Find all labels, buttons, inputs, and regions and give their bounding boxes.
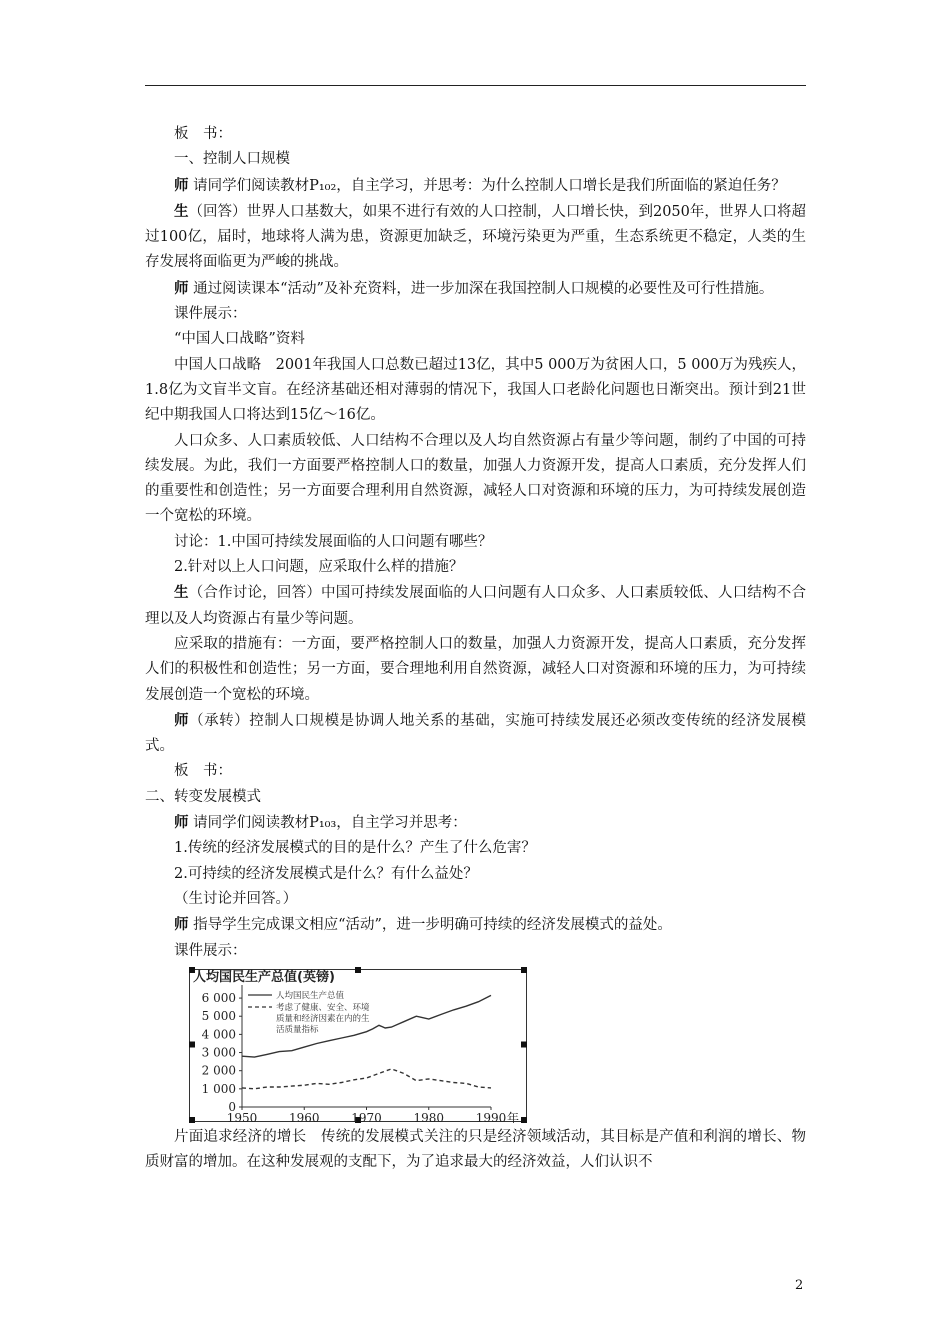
paragraph-strategy: 中国人口战略 2001年我国人口总数已超过13亿，其中5 000万为贫困人口，5 000万为残疾人，1.8亿为文盲半文盲。在经济基础还相对薄弱的情况下，我国人口老龄化问题也日渐突出。预计到21世纪中期我国人口将达到15亿～16亿。	[145, 356, 806, 424]
x-tick-label: 1980	[413, 1110, 445, 1123]
paragraph-text: 请同学们阅读教材P₁₀₂，自主学习，并思考：为什么控制人口增长是我们所面临的紧迫任务？	[188, 177, 786, 194]
x-tick-label: 1950	[226, 1110, 258, 1123]
x-axis-label: 年	[507, 1110, 520, 1123]
question-1: 1.传统的经济发展模式的目的是什么？产生了什么危害？	[174, 840, 536, 857]
material-title: “中国人口战略”资料	[174, 331, 305, 348]
paragraph-student-1	[145, 199, 806, 276]
legend-label: 考虑了健康、安全、环境	[276, 1002, 370, 1013]
y-tick-label: 0	[228, 1099, 236, 1114]
board-heading-2: 板 书：	[174, 763, 232, 780]
y-tick-label: 3 000	[201, 1045, 236, 1060]
frame-handle	[189, 1041, 195, 1047]
y-tick-label: 5 000	[201, 1009, 236, 1024]
x-tick-label: 1990	[475, 1110, 507, 1123]
frame-handle	[355, 967, 361, 973]
teacher-label: 师	[174, 176, 189, 194]
paragraph-text: （合作讨论，回答）中国可持续发展面临的人口问题有人口众多、人口素质较低、人口结构不合理以及人均资源占有量少等问题。	[145, 585, 806, 627]
teacher-label: 师	[174, 814, 189, 832]
header-rule	[145, 85, 806, 86]
paragraph-text: 通过阅读课本“活动”及补充资料，进一步加深在我国控制人口规模的必要性及可行性措施。	[188, 280, 774, 297]
student-label: 生	[174, 202, 189, 220]
paragraph-teacher-3	[145, 708, 806, 760]
paragraph-teacher-2	[145, 276, 806, 302]
question-2: 2.可持续的经济发展模式是什么？有什么益处？	[174, 865, 478, 882]
paragraph-text: 请同学们阅读教材P₁₀₃，自主学习并思考：	[188, 815, 467, 832]
paragraph-teacher-5	[145, 912, 806, 938]
teacher-label: 师	[174, 711, 190, 729]
x-tick-label: 1960	[288, 1110, 320, 1123]
discussion-question-1: 讨论：1.中国可持续发展面临的人口问题有哪些？	[174, 533, 493, 550]
paragraph-population-issues: 人口众多、人口素质较低、人口结构不合理以及人均自然资源占有量少等问题，制约了中国的可持续发展。为此，我们一方面要严格控制人口的数量，加强人力资源开发，提高人口素质，充分发挥人们的重要性和创造性；另一方面要合理利用自然资源，减轻人口对资源和环境的压力，为可持续发展创造一个宽松的环境。	[145, 432, 806, 525]
y-tick-label: 4 000	[201, 1027, 236, 1042]
page-number: 2	[795, 1278, 804, 1293]
frame-handle	[521, 1117, 527, 1123]
x-tick-label: 1970	[351, 1110, 382, 1123]
y-tick-label: 6 000	[201, 990, 236, 1005]
paragraph-teacher-1	[145, 173, 806, 199]
series-line-quality-index	[242, 1069, 491, 1089]
paragraph-measures: 应采取的措施有：一方面，要严格控制人口的数量，加强人力资源开发，提高人口素质，充分发挥人们的积极性和创造性；另一方面，要合理地利用自然资源，减轻人口对资源和环境的压力，为可持续发展创造一个宽松的环境。	[145, 635, 806, 703]
gnp-chart-svg	[189, 966, 527, 1123]
paragraph-text: （回答）世界人口基数大，如果不进行有效的人口控制，人口增长快，到2050年，世界人口将超过100亿，届时，地球将人满为患，资源更加缺乏，环境污染更为严重，生态系统更不稳定，人类的生存发展将面临更为严峻的挑战。	[145, 203, 806, 271]
legend-label: 活质量指标	[276, 1024, 319, 1035]
paragraph-growth: 片面追求经济的增长 传统的发展模式关注的只是经济领域活动，其目标是产值和利润的增长、物质财富的增加。在这种发展观的支配下，为了追求最大的经济效益，人们认识不	[145, 1128, 806, 1171]
y-tick-label: 2 000	[201, 1063, 236, 1078]
paragraph-text: 指导学生完成课文相应“活动”，进一步明确可持续的经济发展模式的益处。	[188, 917, 672, 934]
courseware-label-1: 课件展示：	[174, 306, 247, 323]
section-heading-1: 一、控制人口规模	[174, 151, 290, 168]
board-heading-1: 板 书：	[174, 126, 232, 142]
courseware-label-2: 课件展示：	[174, 942, 247, 959]
chart-title: 人均国民生产总值(英镑)	[193, 969, 335, 985]
teacher-label: 师	[174, 279, 189, 297]
legend-label: 人均国民生产总值	[276, 990, 345, 1001]
discussion-question-2: 2.针对以上人口问题，应采取什么样的措施？	[174, 559, 464, 576]
frame-handle	[521, 967, 527, 973]
chart-frame	[190, 969, 527, 1121]
student-discuss-note: （生讨论并回答。）	[174, 890, 298, 907]
section-heading-2: 二、转变发展模式	[145, 788, 261, 805]
document-body	[145, 122, 806, 1175]
student-label: 生	[174, 584, 189, 602]
teacher-label: 师	[174, 916, 189, 934]
paragraph-student-2	[145, 580, 806, 632]
y-tick-label: 1 000	[201, 1081, 236, 1096]
gnp-chart	[189, 966, 527, 1123]
frame-handle	[521, 1041, 527, 1047]
frame-handle	[189, 1117, 195, 1123]
paragraph-text: （承转）控制人口规模是协调人地关系的基础，实施可持续发展还必须改变传统的经济发展模式。	[145, 712, 806, 755]
legend-label: 质量和经济因素在内的生	[276, 1013, 370, 1024]
paragraph-teacher-4	[145, 810, 806, 836]
